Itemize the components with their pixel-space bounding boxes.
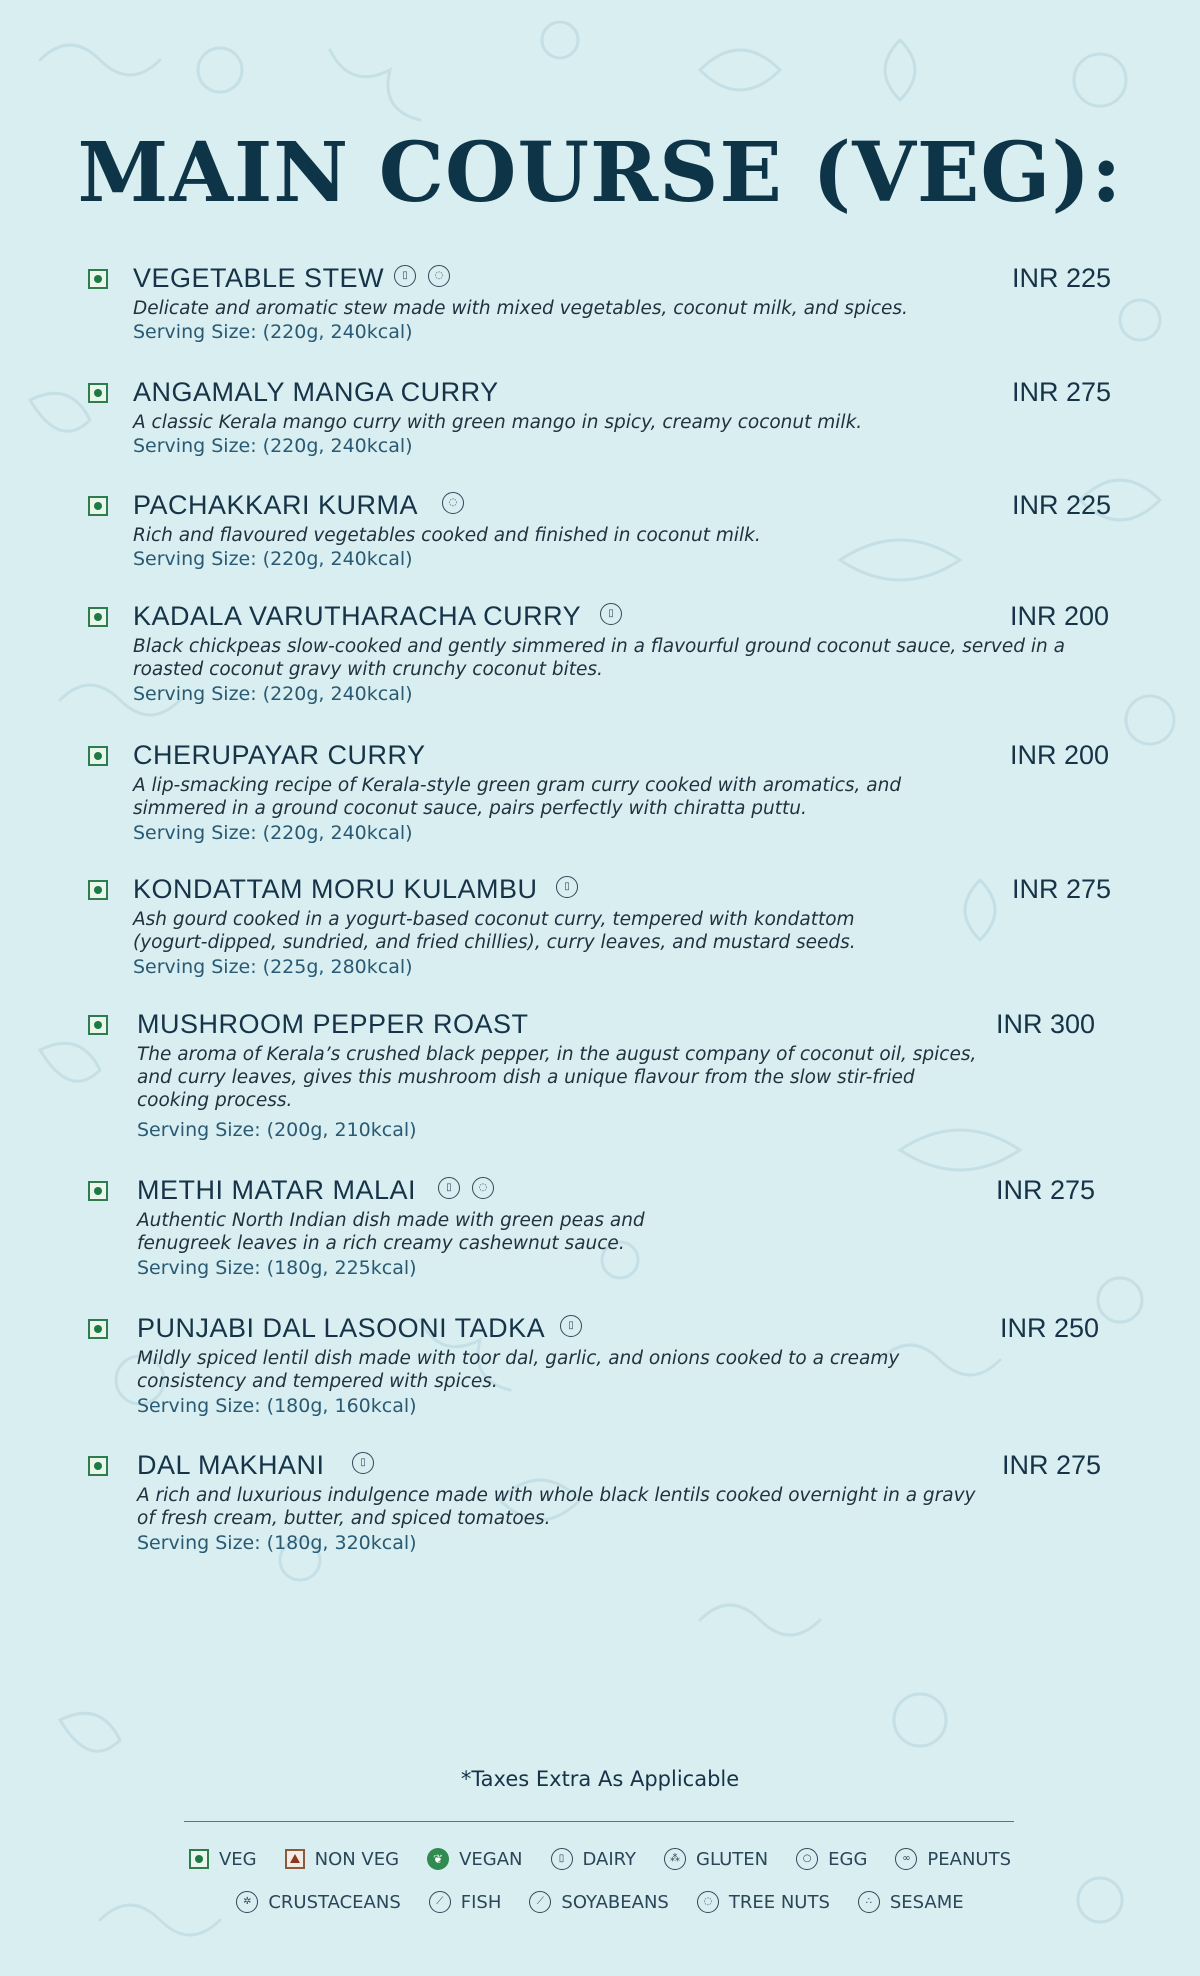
veg-icon — [88, 1181, 108, 1201]
item-name: MUSHROOM PEPPER ROAST — [137, 1009, 529, 1039]
legend-item-dairy — [551, 1848, 637, 1870]
legend-label: PEANUTS — [927, 1848, 1012, 1870]
item-price: INR 275 — [1002, 1450, 1102, 1480]
item-serving-size: Serving Size: (180g, 160kcal) — [137, 1395, 417, 1417]
dairy-icon: ▯ — [556, 876, 578, 898]
menu-item — [88, 874, 1118, 984]
veg-icon — [189, 1849, 209, 1869]
dairy-icon: ▯ — [394, 265, 416, 287]
legend-label: SOYABEANS — [561, 1891, 669, 1913]
allergen-icons — [556, 876, 578, 898]
legend-item-vegan — [427, 1848, 522, 1870]
item-serving-size: Serving Size: (220g, 240kcal) — [133, 683, 413, 705]
egg-icon: ○ — [796, 1848, 818, 1870]
veg-icon — [88, 1319, 108, 1339]
sesame-icon: ∴ — [858, 1891, 880, 1913]
menu-item — [88, 490, 1118, 576]
veg-icon — [88, 1015, 108, 1035]
taxes-note: *Taxes Extra As Applicable — [460, 1767, 740, 1791]
item-serving-size: Serving Size: (220g, 240kcal) — [133, 321, 413, 343]
item-serving-size: Serving Size: (220g, 240kcal) — [133, 822, 413, 844]
dairy-icon: ▯ — [560, 1315, 582, 1337]
item-description: Delicate and aromatic stew made with mixed vegetables, coconut milk, and spices. — [133, 298, 908, 319]
allergen-icons — [600, 603, 622, 625]
menu-item — [88, 1009, 1118, 1145]
gluten-icon: ⁂ — [664, 1848, 686, 1870]
veg-icon — [88, 607, 108, 627]
item-name: KADALA VARUTHARACHA CURRY — [133, 601, 582, 631]
item-price: INR 275 — [1012, 377, 1112, 407]
page-title: MAIN COURSE (VEG): — [77, 125, 1123, 221]
vegan-icon: ❦ — [427, 1848, 449, 1870]
item-price: INR 225 — [1012, 263, 1112, 293]
legend-item-egg — [796, 1848, 867, 1870]
item-name: PACHAKKARI KURMA — [133, 490, 419, 520]
item-price: INR 250 — [1000, 1313, 1100, 1343]
legend-label: FISH — [460, 1891, 502, 1913]
divider — [184, 1821, 1014, 1822]
dairy-icon: ▯ — [551, 1848, 573, 1870]
veg-icon — [88, 880, 108, 900]
menu-item — [88, 1175, 1118, 1285]
soyabeans-icon: ⟋ — [529, 1891, 551, 1913]
item-description: The aroma of Kerala’s crushed black pepper, in the august company of coconut oil, spices, and curry leaves, gives this mushroom dish a unique flavour from the slow stir-fried cooking process. — [137, 1044, 977, 1111]
item-description: A classic Kerala mango curry with green mango in spicy, creamy coconut milk. — [133, 412, 863, 433]
item-serving-size: Serving Size: (180g, 320kcal) — [137, 1532, 417, 1554]
item-serving-size: Serving Size: (200g, 210kcal) — [137, 1119, 417, 1141]
item-name: DAL MAKHANI — [137, 1450, 325, 1480]
legend-row-1 — [0, 1848, 1200, 1870]
veg-icon — [88, 1456, 108, 1476]
legend-label: SESAME — [889, 1891, 964, 1913]
menu-item — [88, 1450, 1118, 1560]
legend-item-fish — [429, 1891, 502, 1913]
veg-icon — [88, 383, 108, 403]
legend-row-2 — [0, 1891, 1200, 1913]
legend-label: GLUTEN — [696, 1848, 769, 1870]
item-price: INR 275 — [1012, 874, 1112, 904]
menu-item — [88, 377, 1118, 463]
menu-item — [88, 1313, 1118, 1423]
item-description: Mildly spiced lentil dish made with toor dal, garlic, and onions cooked to a creamy consistency and tempered with spices. — [137, 1348, 900, 1392]
allergen-icons — [352, 1452, 374, 1474]
non-veg-icon — [285, 1849, 305, 1869]
item-serving-size: Serving Size: (220g, 240kcal) — [133, 548, 413, 570]
allergen-icons — [442, 492, 464, 514]
legend-label: EGG — [828, 1848, 868, 1870]
legend-item-gluten — [664, 1848, 768, 1870]
legend-item-peanuts — [895, 1848, 1011, 1870]
item-description: Authentic North Indian dish made with green peas and fenugreek leaves in a rich creamy cashewnut sauce. — [137, 1210, 645, 1254]
legend-item-veg — [189, 1849, 257, 1870]
allergen-icons — [560, 1315, 582, 1337]
veg-icon — [88, 269, 108, 289]
allergen-icons — [394, 265, 450, 287]
tree-nuts-icon: ◌ — [442, 492, 464, 514]
legend-item-soyabeans — [529, 1891, 668, 1913]
legend-label: CRUSTACEANS — [268, 1891, 401, 1913]
item-serving-size: Serving Size: (225g, 280kcal) — [133, 956, 413, 978]
item-description: Ash gourd cooked in a yogurt-based coconut curry, tempered with kondattom (yogurt-dipped, sundried, and fried chillies), curry leaves, and mustard seeds. — [133, 909, 856, 953]
menu-item — [88, 263, 1118, 349]
tree-nuts-icon: ◌ — [697, 1891, 719, 1913]
dairy-icon: ▯ — [600, 603, 622, 625]
menu-item — [88, 740, 1118, 850]
item-description: Rich and flavoured vegetables cooked and finished in coconut milk. — [133, 525, 761, 546]
item-price: INR 200 — [1010, 740, 1110, 770]
legend-label: TREE NUTS — [728, 1891, 830, 1913]
legend-label: VEGAN — [459, 1848, 523, 1870]
allergen-icons — [438, 1177, 494, 1199]
veg-icon — [88, 746, 108, 766]
legend-label: DAIRY — [582, 1848, 637, 1870]
menu-item — [88, 601, 1118, 711]
item-price: INR 275 — [996, 1175, 1096, 1205]
legend-item-tree-nuts — [697, 1891, 830, 1913]
legend-item-sesame — [858, 1891, 964, 1913]
item-serving-size: Serving Size: (220g, 240kcal) — [133, 435, 413, 457]
peanuts-icon: ∞ — [895, 1848, 917, 1870]
legend-label: NON VEG — [314, 1848, 400, 1870]
item-description: A rich and luxurious indulgence made with whole black lentils cooked overnight in a gravy of fresh cream, butter, and spiced tomatoes. — [137, 1485, 976, 1529]
item-price: INR 200 — [1010, 601, 1110, 631]
item-name: METHI MATAR MALAI — [137, 1175, 417, 1205]
tree-nuts-icon: ◌ — [428, 265, 450, 287]
item-name: VEGETABLE STEW — [133, 263, 385, 293]
tree-nuts-icon: ◌ — [472, 1177, 494, 1199]
legend-label: VEG — [218, 1848, 257, 1870]
legend-item-non-veg — [285, 1849, 399, 1870]
fish-icon: ⟋ — [429, 1891, 451, 1913]
item-price: INR 225 — [1012, 490, 1112, 520]
dairy-icon: ▯ — [438, 1177, 460, 1199]
item-description: Black chickpeas slow-cooked and gently simmered in a flavourful ground coconut sauce, served in a roasted coconut gravy with crunchy coconut bites. — [133, 636, 1065, 680]
veg-icon — [88, 496, 108, 516]
item-price: INR 300 — [996, 1009, 1096, 1039]
item-name: ANGAMALY MANGA CURRY — [133, 377, 499, 407]
dairy-icon: ▯ — [352, 1452, 374, 1474]
item-name: KONDATTAM MORU KULAMBU — [133, 874, 538, 904]
item-description: A lip-smacking recipe of Kerala-style green gram curry cooked with aromatics, and simmered in a ground coconut sauce, pairs perfectly with chiratta puttu. — [133, 775, 902, 819]
legend-item-crustaceans — [236, 1891, 400, 1913]
crustaceans-icon: ✲ — [236, 1891, 258, 1913]
item-name: PUNJABI DAL LASOONI TADKA — [137, 1313, 546, 1343]
item-name: CHERUPAYAR CURRY — [133, 740, 426, 770]
item-serving-size: Serving Size: (180g, 225kcal) — [137, 1257, 417, 1279]
